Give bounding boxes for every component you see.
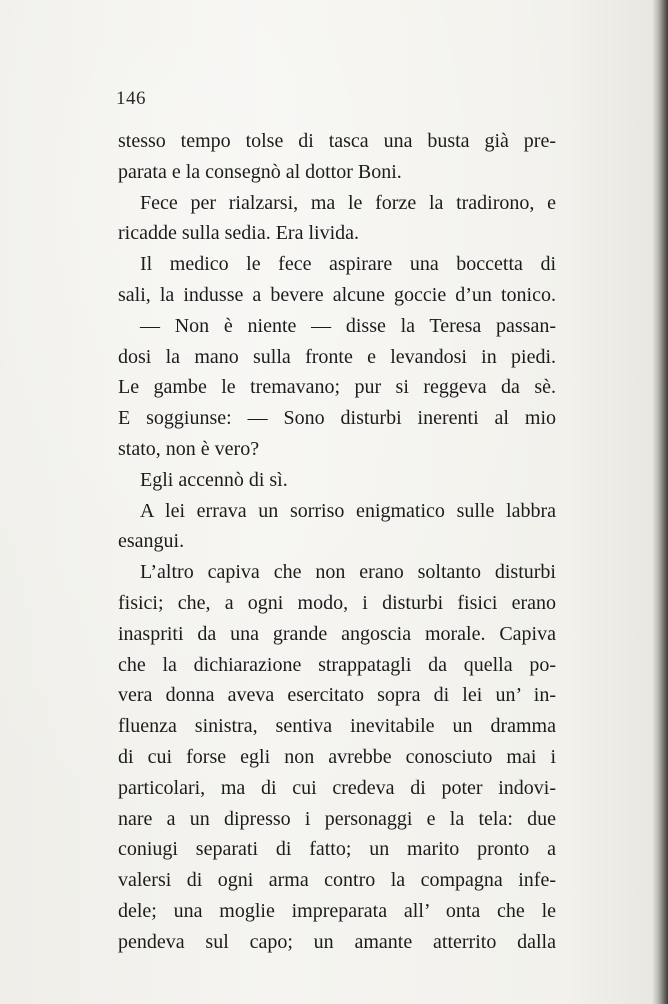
text-line: L’altro capiva che non erano soltanto disturbi [140, 561, 556, 584]
text-line: vera donna aveva esercitato sopra di lei un’ in- [118, 684, 556, 707]
text-line: sali, la indusse a bevere alcune goccie d’un tonico. [118, 283, 556, 306]
text-line: fluenza sinistra, sentiva inevitabile un dramma [118, 715, 556, 738]
text-line: Fece per rialzarsi, ma le forze la tradirono, e [140, 191, 556, 214]
text-line: stato, non è vero? [118, 437, 260, 460]
text-line: E soggiunse: — Sono disturbi inerenti al mio [118, 407, 556, 430]
body-text [118, 126, 556, 958]
text-line: A lei errava un sorriso enigmatico sulle labbra [140, 499, 556, 522]
text-line: Il medico le fece aspirare una boccetta di [140, 253, 556, 276]
text-line: — Non è niente — disse la Teresa passan- [140, 314, 556, 337]
page-number: 146 [116, 88, 146, 109]
text-line: di cui forse egli non avrebbe conosciuto mai i [118, 745, 556, 768]
text-line: coniugi separati di fatto; un marito pronto a [118, 838, 556, 861]
text-line: pendeva sul capo; un amante atterrito dalla [118, 930, 556, 953]
text-line: dosi la mano sulla fronte e levandosi in piedi. [118, 345, 556, 368]
text-line: Le gambe le tremavano; pur si reggeva da sè. [118, 376, 556, 399]
text-line: nare a un dipresso i personaggi e la tela: due [118, 807, 556, 830]
text-line: particolari, ma di cui credeva di poter indovi- [118, 776, 556, 799]
text-line: inaspriti da una grande angoscia morale. Capiva [118, 622, 556, 645]
text-line: parata e la consegnò al dottor Boni. [118, 160, 402, 183]
text-line: ricadde sulla sedia. Era livida. [118, 222, 360, 245]
text-line: esangui. [118, 530, 185, 553]
page-spine-shadow [652, 0, 668, 1004]
text-line: stesso tempo tolse di tasca una busta già pre- [118, 130, 556, 152]
text-line: valersi di ogni arma contro la compagna infe- [118, 869, 556, 892]
text-line: dele; una moglie impreparata all’ onta che le [118, 899, 556, 922]
text-line: Egli accennò di sì. [140, 468, 288, 491]
text-line: che la dichiarazione strappatagli da quella po- [118, 653, 556, 676]
text-line: fisici; che, a ogni modo, i disturbi fisici erano [118, 591, 556, 614]
